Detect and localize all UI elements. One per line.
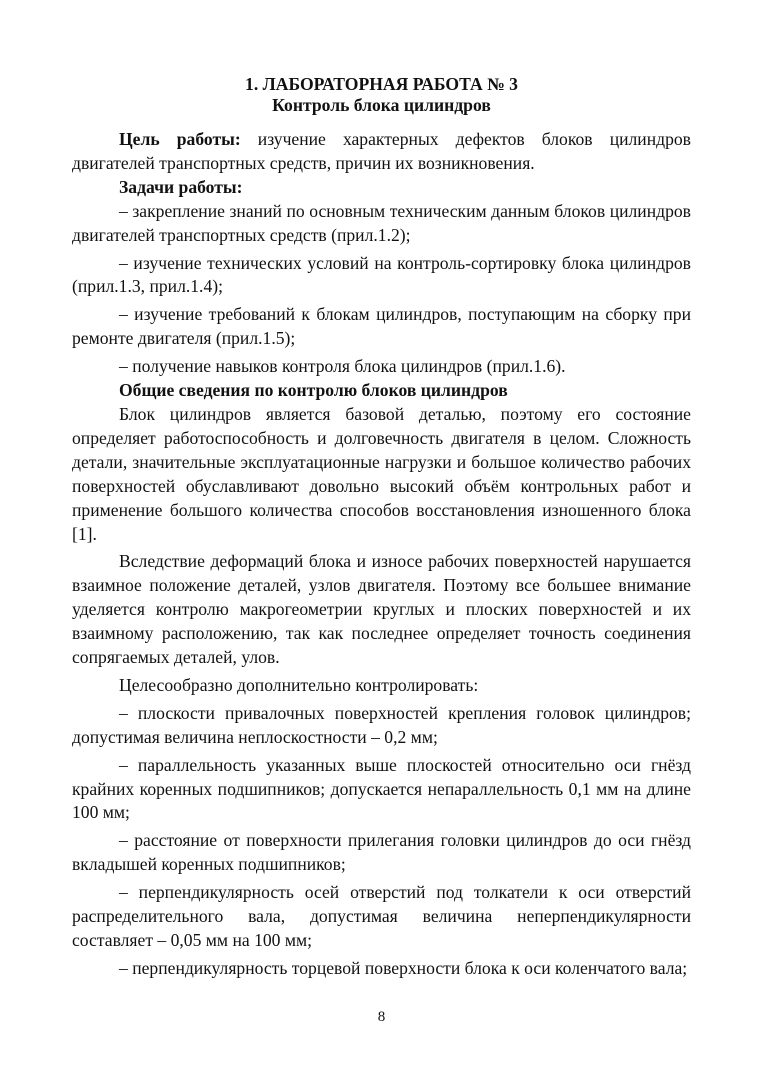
- task-item: – закрепление знаний по основным техническим данным блоков цилиндров двигателей транспортных средств (прил.1.2);: [72, 200, 691, 245]
- tasks-heading: Задачи работы:: [119, 176, 243, 197]
- goal-paragraph: [72, 128, 691, 176]
- task-item: – изучение требований к блокам цилиндров, поступающим на сборку при ремонте двигателя (прил.1.5);: [72, 304, 691, 349]
- general-paragraph: Блок цилиндров является базовой деталью, поэтому его состояние определяет работоспособность и долговечность двигателя в целом. Сложность детали, значительные эксплуатационные нагрузки и большое количество рабочих поверхностей обуславливают довольно высокий объём контрольных работ и применение большого количества способов восстановления изношенного блока [1].: [72, 403, 691, 544]
- goal-label: Цель работы:: [119, 129, 241, 149]
- general-paragraph: Целесообразно дополнительно контролировать:: [119, 674, 479, 695]
- page-subtitle: Контроль блока цилиндров: [272, 95, 491, 115]
- document-page: [72, 74, 691, 981]
- general-paragraph: Вследствие деформаций блока и износе рабочих поверхностей нарушается взаимное положение деталей, узлов двигателя. Поэтому все большее внимание уделяется контролю макрогеометрии круглых и плоских поверхностей и их взаимному расположению, так как последнее определяет точность соединения сопрягаемых деталей, улов.: [72, 551, 691, 668]
- control-item: – перпендикулярность торцевой поверхности блока к оси коленчатого вала;: [119, 957, 688, 978]
- task-item: – изучение технических условий на контроль-сортировку блока цилиндров (прил.1.3, прил.1.4);: [72, 252, 691, 297]
- page-number: 8: [377, 1009, 386, 1025]
- control-item: – плоскости привалочных поверхностей крепления головок цилиндров; допустимая величина неплоскостности – 0,2 мм;: [72, 702, 691, 747]
- task-item: – получение навыков контроля блока цилиндров (прил.1.6).: [119, 356, 566, 377]
- general-heading: Общие сведения по контролю блоков цилиндров: [119, 380, 508, 401]
- page-title: 1. ЛАБОРАТОРНАЯ РАБОТА № 3: [245, 74, 518, 94]
- control-item: – расстояние от поверхности прилегания головки цилиндров до оси гнёзд вкладышей коренных подшипников;: [72, 830, 691, 875]
- control-item: – перпендикулярность осей отверстий под толкатели к оси отверстий распределительного вала, допустимая величина неперпендикулярности составляет – 0,05 мм на 100 мм;: [72, 882, 691, 950]
- control-item: – параллельность указанных выше плоскостей относительно оси гнёзд крайних коренных подшипников; допускается непараллельность 0,1 мм на длине 100 мм;: [72, 754, 691, 823]
- goal-text: изучение характерных дефектов блоков цилиндров двигателей транспортных средств, причин их возникновения.: [72, 129, 691, 173]
